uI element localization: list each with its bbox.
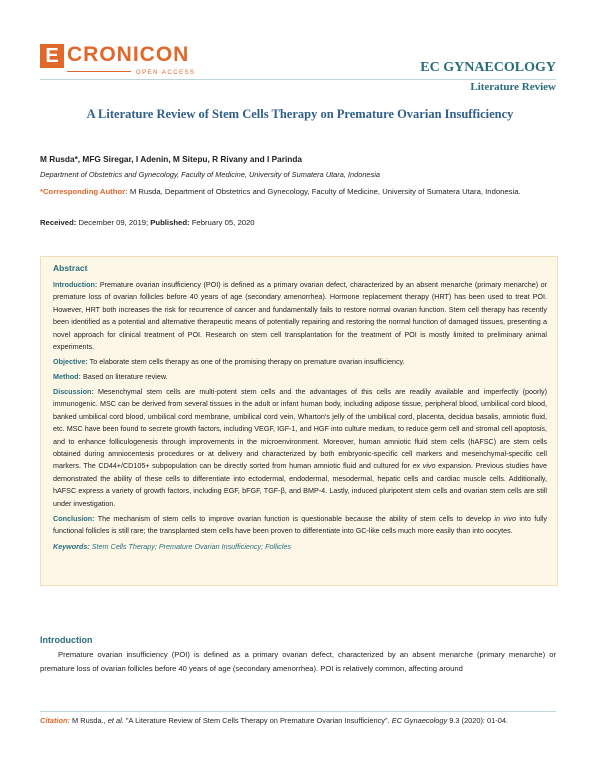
published-date: February 05, 2020 xyxy=(191,218,255,227)
abstract-introduction-label: Introduction: xyxy=(53,280,98,289)
citation-title: "A Literature Review of Stem Cells Therapy on Premature Ovarian Insufficiency". xyxy=(125,716,390,725)
citation-label: Citation: xyxy=(40,716,70,725)
abstract-discussion xyxy=(53,386,547,510)
header-rule xyxy=(40,79,556,80)
abstract-discussion-text-b: expansion. Previous studies have demonstrated the ability of these cells to differentiate into ectodermal, endodermal, mesodermal, hepatic cells and cardiac muscle cells. Additionally, hAFSC express a variety of growth factors, including EGF, bFGF, TGF-β, and BMP-4. Lastly, induced pluripotent stem cells and ovarian stem cells are still under investigation. xyxy=(53,461,547,508)
logo-letter: E xyxy=(40,44,64,68)
author-list: M Rusda*, MFG Siregar, I Adenin, M Sitepu, R Rivany and I Parinda xyxy=(40,154,303,164)
abstract-title: Abstract xyxy=(53,263,88,273)
abstract-method xyxy=(53,371,547,383)
abstract-box xyxy=(40,256,558,586)
abstract-discussion-text-a: Mesenchymal stem cells are multi-potent stem cells and the advantages of this cells are readily available and imperfectly (poorly) immunogenic. MSC can be derived from several tissues in the adult or infant human body, including adipose tissue, peripheral blood, umbilical cord blood, banked umbilical cord blood, umbilical cord membrane, umbilical cord vein, Wharton's jelly of the umbilical cord, placenta, decidua basalis, amniotic fluid, etc. MSC have been found to secrete growth factors, including VEGF, IGF-1, and HGF into culture medium, to reduce germ cell and stromal cell apoptosis, and to enhance folliculogenesis through improvements in the microenvironment. Moreover, human amniotic fluid stem cells (hAFSC) are stem cells obtained during amniocentesis procedures or at delivery and characterized by both embryonic-specific cell markers and mesenchymal-specific cell markers. The CD44+/CD105+ subpopulation can be directly sorted from human amniotic fluid and cultured for xyxy=(53,387,548,471)
corresponding-author xyxy=(40,186,556,197)
dates xyxy=(40,217,556,228)
received-label: Received: xyxy=(40,218,77,227)
published-label: Published: xyxy=(150,218,190,227)
citation-etal: et al. xyxy=(107,716,124,725)
abstract-conclusion-text-a: The mechanism of stem cells to improve ovarian function is questionable because the ability of stem cells to develop xyxy=(97,514,492,523)
abstract-discussion-label: Discussion: xyxy=(53,387,94,396)
citation xyxy=(40,714,556,727)
affiliation: Department of Obstetrics and Gynecology, Faculty of Medicine, University of Sumatera Utara, Indonesia xyxy=(40,170,380,179)
keywords-label: Keywords: xyxy=(53,542,90,551)
abstract-conclusion-label: Conclusion: xyxy=(53,514,95,523)
abstract-conclusion-italic: in vivo xyxy=(494,514,517,523)
cronicon-logo xyxy=(40,44,196,78)
abstract-keywords xyxy=(53,541,547,553)
journal-name: EC GYNAECOLOGY xyxy=(420,60,556,75)
abstract-introduction-text: Premature ovarian insufficiency (POI) is defined as a primary ovarian defect, characterized by an absent menarche (primary menarche) or premature loss of ovarian follicles before 40 years of age (secondary amenorrhea). Hormone replacement therapy (HRT) has been used to treat POI. However, HRT both increases the risk for recurrence of cancer and fundamentally fails to restore normal ovarian function. Stem cell therapy has recently been identified as a potential and alternative therapeutic means of potentially repairing and restoring the normal function of damaged tissues, presenting a novel approach for clinical treatment of POI. Research on stem cell transplantation for the treatment of POI is mostly limited to preliminary animal experiments. xyxy=(53,280,548,352)
footer-rule xyxy=(40,711,556,712)
article-type: Literature Review xyxy=(470,81,556,93)
abstract-conclusion-text-b: into fully functional follicles is still rare; the transplanted stem cells have been proven to differentiate into GC-like cells much more easily than into oocytes. xyxy=(53,514,547,536)
keywords-text: Stem Cells Therapy; Premature Ovarian Insufficiency; Follicles xyxy=(91,542,292,551)
abstract-conclusion xyxy=(53,513,547,538)
logo-subtitle: OPEN ACCESS xyxy=(136,70,196,76)
abstract-method-text: Based on literature review. xyxy=(82,372,168,381)
received-date: December 09, 2019; xyxy=(78,218,149,227)
citation-author: M Rusda., xyxy=(72,716,106,725)
citation-journal: EC Gynaecology xyxy=(391,716,448,725)
corresponding-author-label: *Corresponding Author: xyxy=(40,187,128,196)
logo-word: CRONICON xyxy=(67,43,190,66)
corresponding-author-text: M Rusda, Department of Obstetrics and Gynecology, Faculty of Medicine, University of Sumatera Utara, Indonesia. xyxy=(129,187,521,196)
citation-volume: 9.3 (2020): 01-04. xyxy=(449,716,508,725)
abstract-discussion-italic: ex vivo xyxy=(412,461,436,471)
abstract-objective xyxy=(53,356,547,368)
abstract-objective-text: To elaborate stem cells therapy as one of the promising therapy on premature ovarian insufficiency. xyxy=(89,357,405,366)
introduction-text: Premature ovarian insufficiency (POI) is defined as a primary ovarian defect, characterized by an absent menarche (primary menarche) or premature loss of ovarian follicles before 40 years of age (secondary amenorrhea). POI is relatively common, affecting around xyxy=(40,650,556,673)
introduction-heading: Introduction xyxy=(40,635,93,645)
abstract-objective-label: Objective: xyxy=(53,357,88,366)
logo-divider xyxy=(67,71,131,72)
abstract-introduction xyxy=(53,279,547,353)
article-title: A Literature Review of Stem Cells Therapy on Premature Ovarian Insufficiency xyxy=(86,107,514,121)
abstract-method-label: Method: xyxy=(53,372,81,381)
